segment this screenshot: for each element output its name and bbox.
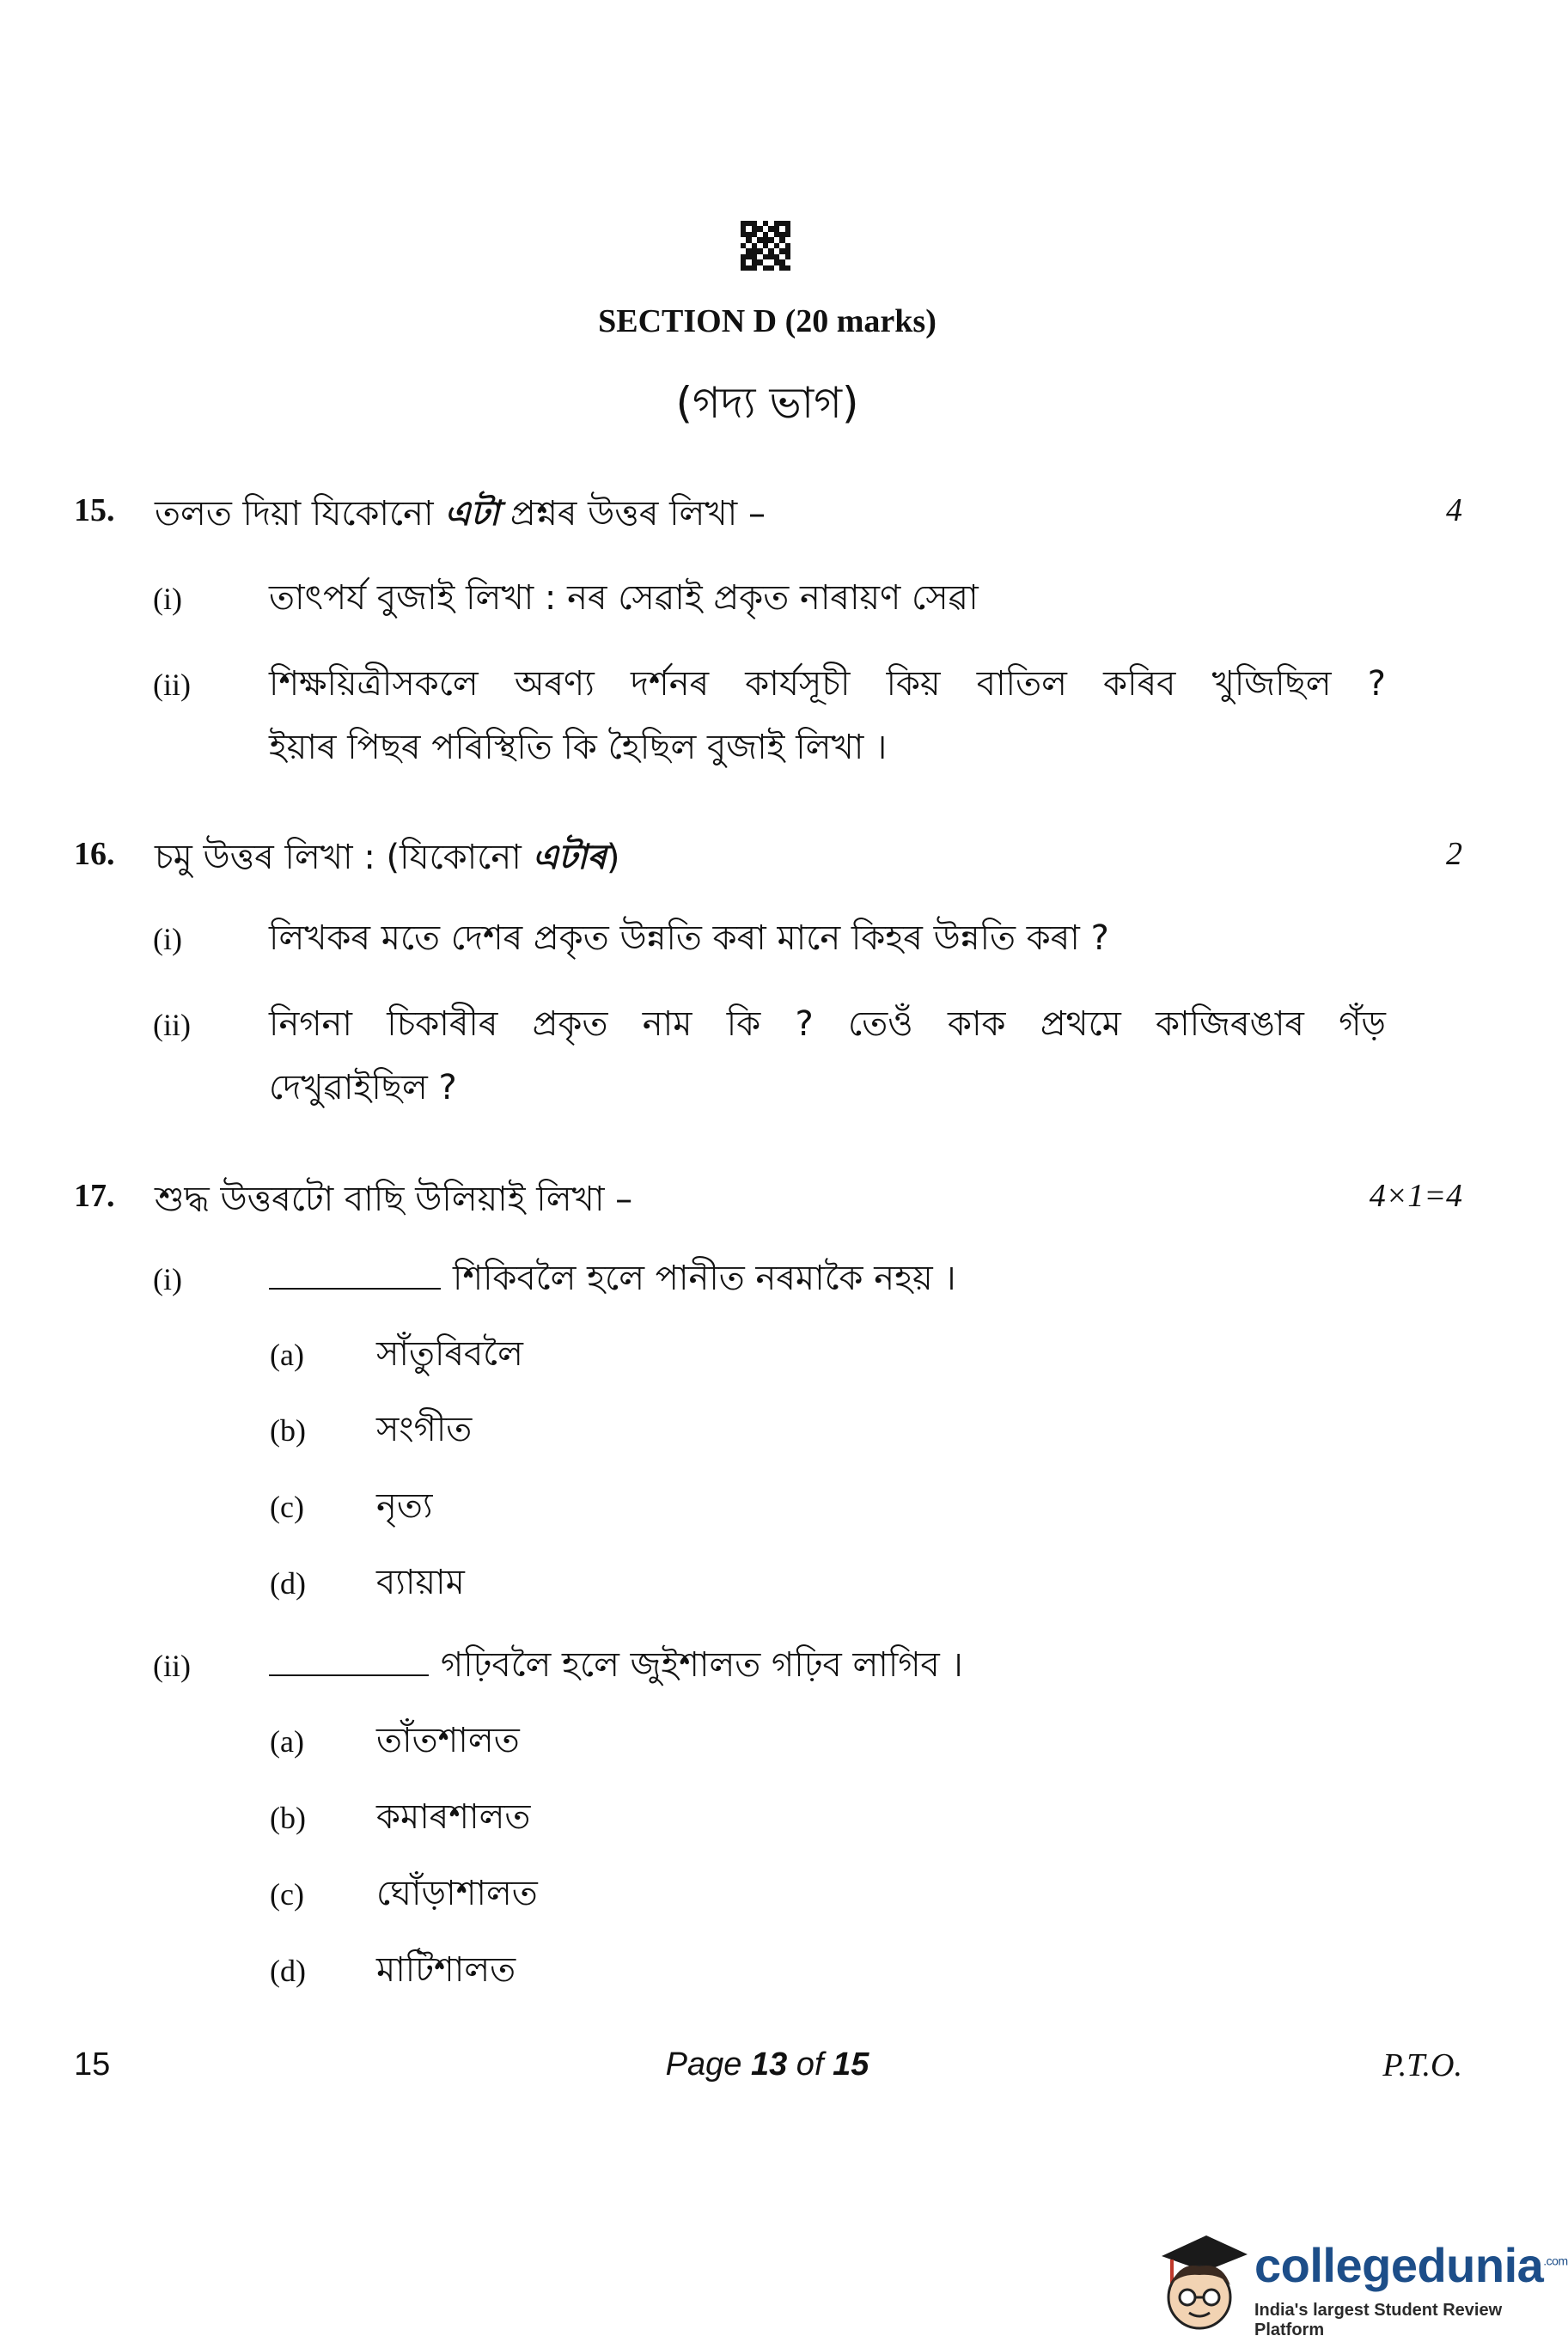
option-text: নৃত্য: [376, 1486, 433, 1526]
part-text: শিকিবলৈ হলে পানীত নৰমাকৈ নহয় ।: [269, 1251, 956, 1308]
page-number: Page 13 of 15: [665, 2046, 869, 2083]
option-text: সংগীত: [376, 1410, 473, 1449]
part-label: (i): [153, 922, 182, 956]
part-text: গঢ়িবলৈ হলে জুইশালত গঢ়িব লাগিব ।: [269, 1638, 963, 1695]
part-label: (ii): [153, 668, 191, 702]
part-text-line: দেখুৱাইছিল ?: [269, 1068, 457, 1107]
option-text: তাঁতশালত: [376, 1721, 520, 1760]
option-label: (b): [270, 1801, 306, 1835]
part-text: তাৎপৰ্য বুজাই লিখা : নৰ সেৱাই প্ৰকৃত নাৰায়ণ সেৱা: [269, 578, 979, 618]
option-label: (d): [270, 1954, 306, 1988]
option-label: (c): [270, 1877, 304, 1912]
pto-label: P.T.O.: [1382, 2047, 1462, 2083]
option-label: (b): [270, 1413, 306, 1448]
question-number: 16.: [74, 836, 115, 872]
option-text: মাটিশালত: [376, 1950, 516, 1990]
question-marks: 4: [1446, 492, 1462, 528]
option-text: সাঁতুৰিবলৈ: [376, 1334, 523, 1374]
option-label: (d): [270, 1566, 306, 1601]
paper-code: 15: [74, 2046, 111, 2083]
question-marks: 4×1=4: [1369, 1178, 1462, 1214]
answer-blank: [269, 1264, 441, 1290]
part-label: (ii): [153, 1008, 191, 1042]
option-label: (a): [270, 1338, 304, 1372]
question-number: 15.: [74, 492, 115, 528]
option-text: ব্যায়াম: [376, 1563, 465, 1602]
qr-code-icon: [741, 221, 790, 271]
option-label: (a): [270, 1724, 304, 1759]
option-text: কমাৰশালত: [376, 1797, 531, 1837]
section-title: SECTION D (20 marks): [598, 303, 937, 339]
brand-tagline: India's largest Student Review Platform: [1254, 2301, 1503, 2339]
part-label: (ii): [153, 1649, 191, 1683]
part-text-line: শিক্ষয়িত্ৰীসকলে অৰণ্য দৰ্শনৰ কাৰ্যসূচী কিয় বাতিল কৰিব খুজিছিল ?: [269, 664, 1386, 704]
question-prompt: শুদ্ধ উত্তৰটো বাছি উলিয়াই লিখা –: [155, 1180, 633, 1219]
mascot-icon: [1146, 2223, 1249, 2335]
option-label: (c): [270, 1490, 304, 1524]
question-prompt: তলত দিয়া যিকোনো এটা প্ৰশ্নৰ উত্তৰ লিখা –: [155, 494, 766, 534]
part-label: (i): [153, 582, 182, 616]
section-subtitle: (গদ্য ভাগ): [675, 378, 859, 428]
answer-blank: [269, 1650, 429, 1676]
part-text-line: নিগনা চিকাৰীৰ প্ৰকৃত নাম কি ? তেওঁ কাক প্ৰথমে কাজিৰঙাৰ গঁড়: [269, 1004, 1386, 1044]
part-text: লিখকৰ মতে দেশৰ প্ৰকৃত উন্নতি কৰা মানে কিহৰ উন্নতি কৰা ?: [269, 918, 1109, 958]
question-prompt: চমু উত্তৰ লিখা : (যিকোনো এটাৰ): [155, 838, 620, 877]
part-text-line: ইয়াৰ পিছৰ পৰিস্থিতি কি হৈছিল বুজাই লিখা ।: [269, 728, 888, 767]
brand-name: collegedunia$^{.com}$: [1254, 2238, 1568, 2292]
part-label: (i): [153, 1262, 182, 1296]
option-text: ঘোঁড়াশালত: [376, 1874, 538, 1913]
question-number: 17.: [74, 1178, 115, 1214]
question-marks: 2: [1446, 836, 1462, 872]
